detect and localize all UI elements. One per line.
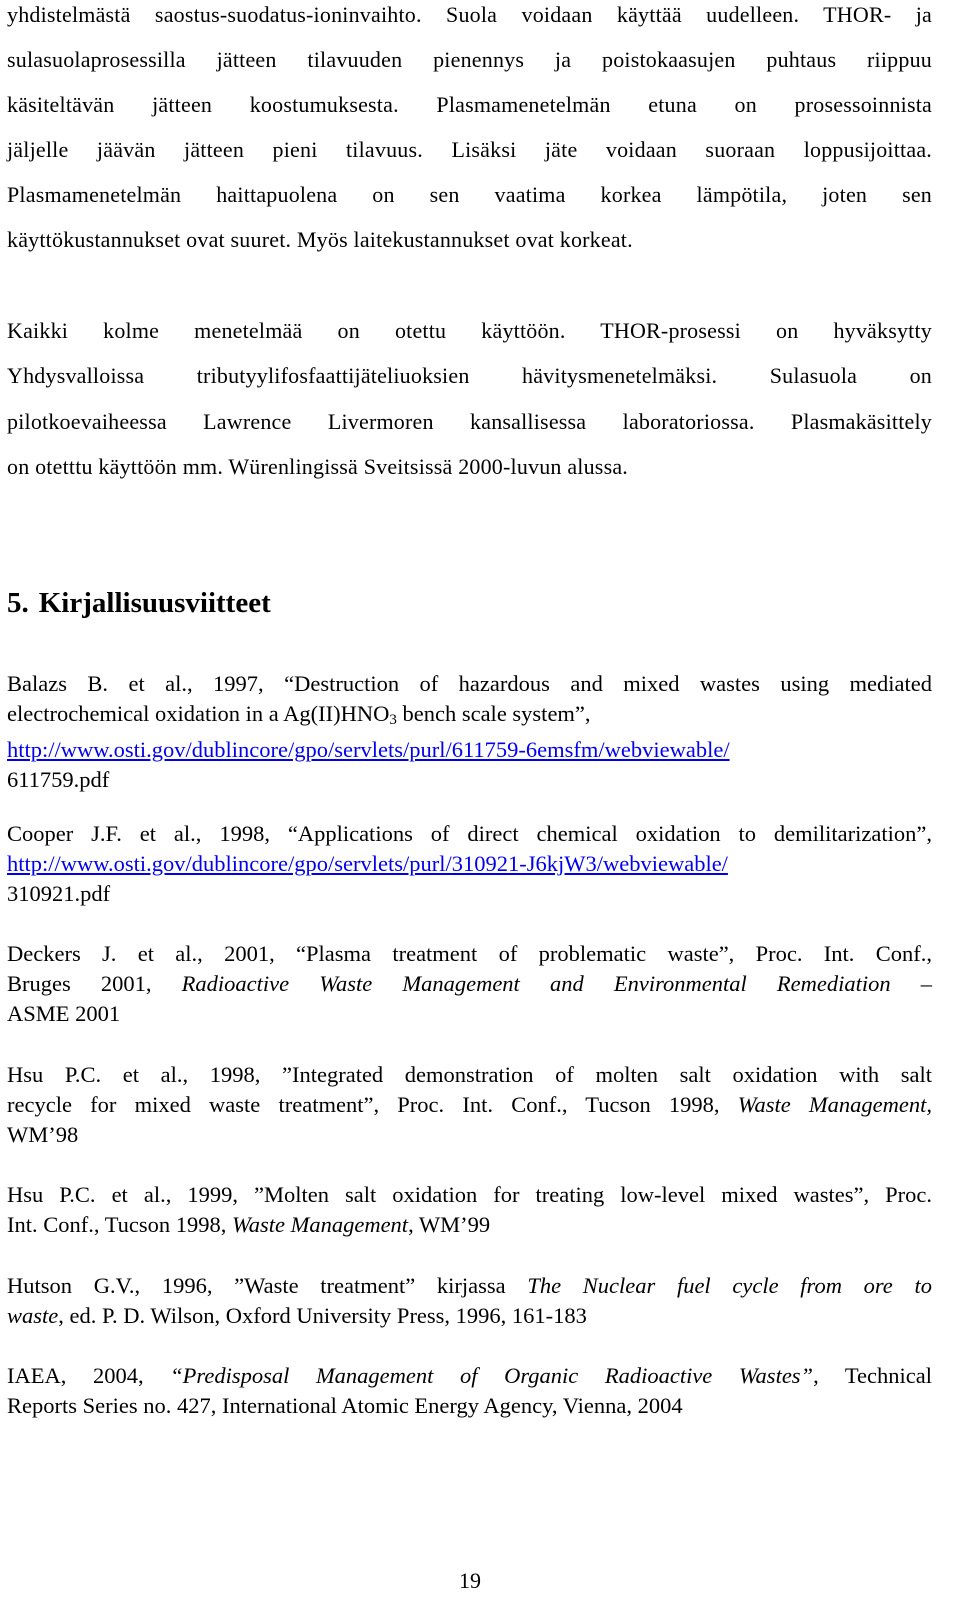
reference-iaea <box>7 1361 932 1421</box>
reference-line: Hsu P.C. et al., 1999, ”Molten salt oxidation for treating low-level mixed wastes”, Proc. <box>7 1182 932 1207</box>
paragraph-line: jäljelle jäävän jätteen pieni tilavuus. Lisäksi jäte voidaan suoraan loppusijoittaa. <box>7 137 932 162</box>
reference-balazs <box>7 669 932 795</box>
reference-line <box>7 1271 932 1301</box>
reference-line <box>7 969 932 999</box>
reference-hutson <box>7 1271 932 1331</box>
reference-line <box>7 735 932 765</box>
paragraph-line: Plasmamenetelmän haittapuolena on sen vaatima korkea lämpötila, joten sen <box>7 182 932 207</box>
paragraph-line: pilotkoevaiheessa Lawrence Livermoren kansallisessa laboratoriossa. Plasmakäsittely <box>7 409 932 434</box>
paragraph-line: Kaikki kolme menetelmää on otettu käyttöön. THOR-prosessi on hyväksytty <box>7 318 932 343</box>
reference-hsu-1999 <box>7 1180 932 1240</box>
reference-text: recycle for mixed waste treatment”, Proc. Int. Conf., Tucson 1998, <box>7 1092 738 1117</box>
paragraph-line: käsiteltävän jätteen koostumuksesta. Plasmamenetelmän etuna on prosessoinnista <box>7 92 932 117</box>
reference-line: ASME 2001 <box>7 1001 121 1026</box>
reference-text: , WM’99 <box>408 1212 491 1237</box>
reference-link[interactable]: http://www.osti.gov/dublincore/gpo/servlets/purl/310921-J6kjW3/webviewable/ <box>7 851 728 876</box>
reference-text: , Technical <box>813 1363 933 1388</box>
reference-hsu-1998 <box>7 1060 932 1150</box>
section-heading <box>7 585 271 621</box>
reference-italic: Radioactive Waste Management and Environmental Remediation – <box>181 971 932 996</box>
subscript: 3 <box>389 712 397 728</box>
reference-line <box>7 1301 932 1331</box>
section-number: 5. <box>7 587 29 619</box>
paragraph-line: on otetttu käyttöön mm. Würenlingissä Sveitsissä 2000-luvun alussa. <box>7 454 628 479</box>
reference-text: Hutson G.V., 1996, ”Waste treatment” kirjassa <box>7 1273 528 1298</box>
reference-line: Hsu P.C. et al., 1998, ”Integrated demonstration of molten salt oxidation with salt <box>7 1062 932 1087</box>
reference-line <box>7 699 932 735</box>
paragraph-line: käyttökustannukset ovat suuret. Myös laitekustannukset ovat korkeat. <box>7 227 633 252</box>
page-number: 19 <box>459 1568 481 1593</box>
reference-italic: Waste Management, <box>737 1092 932 1117</box>
reference-text: Bruges 2001, <box>7 971 182 996</box>
reference-line <box>7 849 932 879</box>
reference-italic: waste <box>7 1303 59 1328</box>
reference-text: electrochemical oxidation in a Ag(II)HNO <box>7 701 390 726</box>
reference-italic: The Nuclear fuel cycle from ore to <box>527 1273 932 1298</box>
reference-line: Cooper J.F. et al., 1998, “Applications of direct chemical oxidation to demilitarization”, <box>7 821 932 846</box>
reference-deckers <box>7 939 932 1029</box>
reference-text: , ed. P. D. Wilson, Oxford University Press, 1996, 161-183 <box>58 1303 587 1328</box>
reference-line: 611759.pdf <box>7 767 110 792</box>
reference-text: IAEA, 2004, <box>7 1363 171 1388</box>
section-title: Kirjallisuusviitteet <box>38 587 271 619</box>
reference-line: Reports Series no. 427, International Atomic Energy Agency, Vienna, 2004 <box>7 1393 683 1418</box>
reference-italic: Waste Management <box>232 1212 409 1237</box>
reference-line: WM’98 <box>7 1122 79 1147</box>
reference-line: 310921.pdf <box>7 881 111 906</box>
reference-line <box>7 1210 932 1240</box>
paragraph-line: sulasuolaprosessilla jätteen tilavuuden pienennys ja poistokaasujen puhtaus riippuu <box>7 47 932 72</box>
reference-cooper <box>7 819 932 909</box>
reference-line: Balazs B. et al., 1997, “Destruction of hazardous and mixed wastes using mediated <box>7 671 932 696</box>
reference-text: Int. Conf., Tucson 1998, <box>7 1212 233 1237</box>
reference-text: bench scale system”, <box>396 701 591 726</box>
paragraph-line: Yhdysvalloissa tributyylifosfaattijäteliuoksien hävitysmenetelmäksi. Sulasuola on <box>7 363 932 388</box>
reference-line: Deckers J. et al., 2001, “Plasma treatment of problematic waste”, Proc. Int. Conf., <box>7 941 932 966</box>
reference-link[interactable]: http://www.osti.gov/dublincore/gpo/servlets/purl/611759-6emsfm/webviewable/ <box>7 737 730 762</box>
paragraph-line: yhdistelmästä saostus-suodatus-ioninvaihto. Suola voidaan käyttää uudelleen. THOR- ja <box>7 2 932 27</box>
reference-line <box>7 1090 932 1120</box>
reference-line <box>7 1361 932 1391</box>
reference-italic: “Predisposal Management of Organic Radioactive Wastes” <box>170 1363 814 1388</box>
